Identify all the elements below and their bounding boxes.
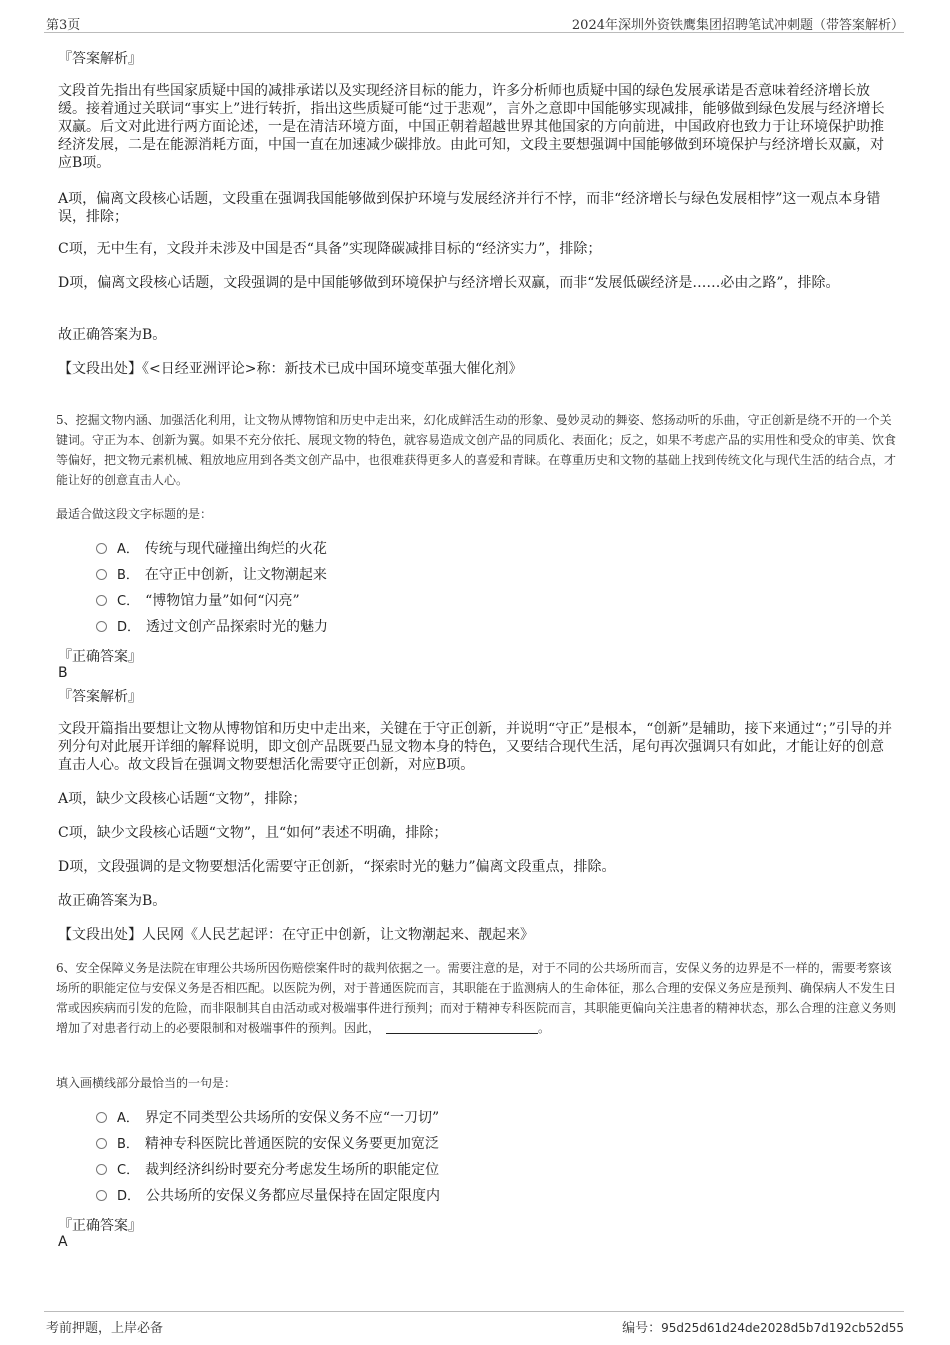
footer-slogan: 考前押题，上岸必备 [46, 1321, 164, 1336]
radio-icon[interactable] [96, 543, 107, 554]
q5-option-d-note: D项，文段强调的是文物要想活化需要守正创新，“探索时光的魅力”偏离文段重点，排除。 [58, 859, 616, 875]
q4-option-d-note: D项，偏离文段核心话题，文段强调的是中国能够做到环境保护与经济增长双赢，而非“发展低碳经济是……必由之路”，排除。 [58, 275, 840, 291]
q4-option-c-note: C项，无中生有，文段并未涉及中国是否“具备”实现降碳减排目标的“经济实力”，排除； [58, 241, 602, 257]
q5-option-d[interactable]: D． 透过文创产品探索时光的魅力 [96, 618, 328, 637]
radio-icon[interactable] [96, 1112, 107, 1123]
page-header [44, 10, 904, 33]
page-footer [44, 1311, 904, 1338]
q6-option-d[interactable]: D． 公共场所的安保义务都应尽量保持在固定限度内 [96, 1187, 440, 1206]
radio-icon[interactable] [96, 1138, 107, 1149]
radio-icon[interactable] [96, 1164, 107, 1175]
q6-answer-tag: 『正确答案』 [58, 1218, 142, 1234]
q5-analysis-text: 文段开篇指出要想让文物从博物馆和历史中走出来，关键在于守正创新，并说明“守正”是根本，“创新”是辅助，接下来通过“；”引导的并列分句对此展开详细的解释说明，即文创产品既要凸显文物本身的特色，又要结合现代生活，尾句再次强调只有如此，才能让好的创意直击人心。故文段旨在强调文物要想活化需要守正创新，对应B项。 [58, 721, 892, 773]
q5-question-text: 5、挖掘文物内涵、加强活化利用，让文物从博物馆和历史中走出来，幻化成鲜活生动的形象、曼妙灵动的舞姿、悠扬动听的乐曲，守正创新是绕不开的一个关键词。守正为本、创新为翼。如果不充分依托、展现文物的特色，就容易造成文创产品的同质化、表面化；反之，如果不考虑产品的实用性和受众的审美、饮食等偏好，把文物元素机械、粗放地应用到各类文创产品中，也很难获得更多人的喜爱和青睐。在尊重历史和文物的基础上找到传统文化与现代生活的结合点，才能让好的创意直击人心。 [56, 413, 897, 487]
q5-option-b[interactable]: B． 在守正中创新，让文物潮起来 [96, 566, 327, 585]
q5-analysis-tag: 『答案解析』 [58, 689, 142, 705]
q6-option-c[interactable]: C． 裁判经济纠纷时要充分考虑发生场所的职能定位 [96, 1161, 439, 1180]
q4-analysis-text: 文段首先指出有些国家质疑中国的减排承诺以及实现经济目标的能力，许多分析师也质疑中国的绿色发展承诺是否意味着经济增长放缓。接着通过关联词“事实上”进行转折，指出这些质疑可能“过于悲观”，言外之意即中国能够实现减排，能够做到绿色发展与经济增长双赢。后文对此进行两方面论述，一是在清洁环境方面，中国正朝着超越世界其他国家的方向前进，中国政府也致力于让环境保护助推经济发展，二是在能源消耗方面，中国一直在加速减少碳排放。由此可知，文段主要想强调中国能够做到环境保护与经济增长双赢，对应B项。 [58, 83, 885, 171]
document-title: 2024年深圳外资铁鹰集团招聘笔试冲刺题（带答案解析） [571, 18, 904, 33]
radio-icon[interactable] [96, 569, 107, 580]
q4-analysis-tag: 『答案解析』 [58, 51, 142, 67]
q5-option-c[interactable]: C． “博物馆力量”如何“闪亮” [96, 592, 300, 611]
q5-option-a-note: A项，缺少文段核心话题“文物”，排除； [58, 791, 307, 807]
q5-answer-tag: 『正确答案』 [58, 649, 142, 665]
q6-option-b[interactable]: B． 精神专科医院比普通医院的安保义务要更加宽泛 [96, 1135, 439, 1154]
page-number: 第3页 [46, 18, 81, 33]
q6-prompt: 填入画横线部分最恰当的一句是： [56, 1076, 237, 1090]
q5-conclusion: 故正确答案为B。 [58, 893, 167, 909]
q4-conclusion: 故正确答案为B。 [58, 327, 167, 343]
q4-option-a-note: A项，偏离文段核心话题，文段重在强调我国能够做到保护环境与发展经济并行不悖，而非“经济增长与绿色发展相悖”这一观点本身错误，排除； [58, 191, 881, 225]
radio-icon[interactable] [96, 1190, 107, 1201]
q5-source: 【文段出处】人民网《人民艺起评：在守正中创新，让文物潮起来、靓起来》 [58, 927, 534, 943]
q6-option-a[interactable]: A． 界定不同类型公共场所的安保义务不应“一刀切” [96, 1109, 439, 1128]
q5-answer: B [58, 665, 68, 681]
q4-source: 【文段出处】《<日经亚洲评论>称：新技术已成中国环境变革强大催化剂》 [58, 361, 523, 377]
answer-blank [386, 1021, 538, 1034]
document-id: 编号：95d25d61d24de2028d5b7d192cb52d55 [622, 1321, 904, 1336]
q5-option-c-note: C项，缺少文段核心话题“文物”，且“如何”表述不明确，排除； [58, 825, 448, 841]
q6-question-text: 6、安全保障义务是法院在审理公共场所因伤赔偿案件时的裁判依据之一。需要注意的是，对于不同的公共场所而言，安保义务的边界是不一样的，需要考察该场所的职能定位与安保义务是否相匹配。以医院为例，对于普通医院而言，其职能在于监测病人的生命体征，那么合理的安保义务应是预判、确保病人不发生日常或因疾病而引发的危险，而非限制其自由活动或对极端事件进行预判；而对于精神专科医院而言，其职能更偏向关注患者的精神状态，那么合理的注意义务则增加了对患者行动上的必要限制和对极端事件的预判。因此， 。 [56, 961, 897, 1035]
q5-prompt: 最适合做这段文字标题的是： [56, 507, 213, 521]
radio-icon[interactable] [96, 595, 107, 606]
q5-option-a[interactable]: A． 传统与现代碰撞出绚烂的火花 [96, 540, 327, 559]
q6-answer: A [58, 1234, 68, 1250]
radio-icon[interactable] [96, 621, 107, 632]
